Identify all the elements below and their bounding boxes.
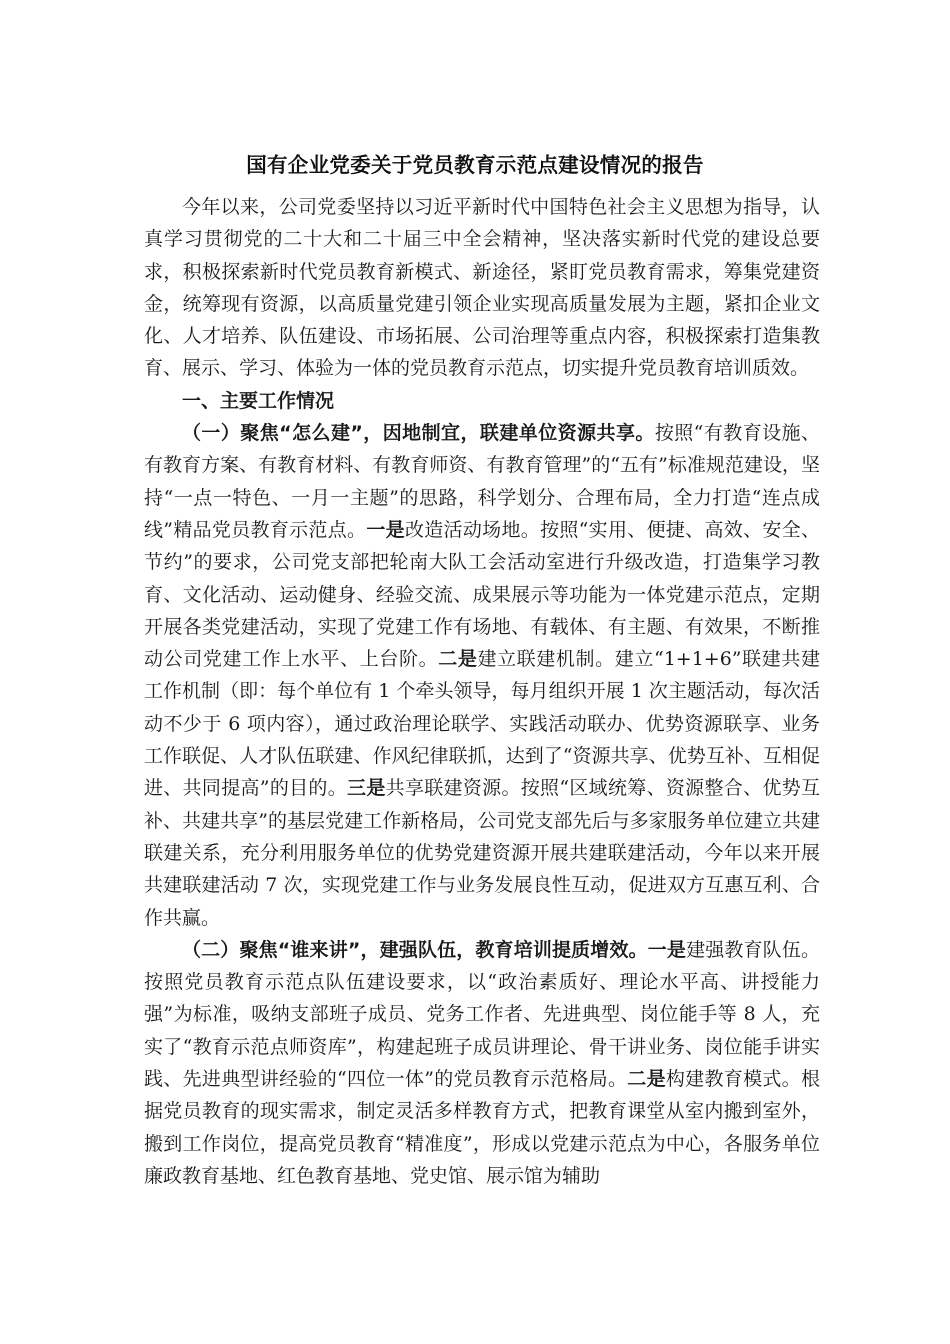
intro-paragraph: 今年以来，公司党委坚持以习近平新时代中国特色社会主义思想为指导，认真学习贯彻党的二十大和二十届三中全会精神，坚决落实新时代党的建设总要求，积极探索新时代党员教育新模式、新途径，紧盯党员教育需求，筹集党建资金，统筹现有资源，以高质量党建引领企业实现高质量发展为主题，紧扣企业文化、人才培养、队伍建设、市场拓展、公司治理等重点内容，积极探索打造集教育、展示、学习、体验为一体的党员教育示范点，切实提升党员教育培训质效。 [144, 196, 820, 380]
subsection-2-text-b: 构建教育模式。根据党员教育的现实需求，制定灵活多样教育方式，把教育课堂从室内搬到室外，搬到工作岗位，提高党员教育“精准度”，形成以党建示范点为中心，各服务单位廉政教育基地、红色教育基地、党史馆、展示馆为辅助 [144, 1068, 820, 1187]
subsection-2-paragraph [144, 934, 820, 1192]
subsection-1-heading: （一）聚焦“怎么建”，因地制宜，联建单位资源共享。 [182, 422, 655, 445]
subsection-2-text-a: 建强教育队伍。按照党员教育示范点队伍建设要求，以“政治素质好、理论水平高、讲授能力强”为标准，吸纳支部班子成员、党务工作者、先进典型、岗位能手等 8 人，充实了“教育示范点师资库”，构建起班子成员讲理论、骨干讲业务、岗位能手讲实践、先进典型讲经验的“四位一体”的党员教育示范格局。 [144, 938, 820, 1091]
subsection-2-bold-2: 二是 [627, 1068, 666, 1091]
subsection-1-bold-2: 二是 [438, 648, 478, 671]
subsection-1-bold-3: 三是 [347, 777, 386, 800]
subsection-1-bold-1: 一是 [366, 518, 405, 541]
subsection-1-paragraph [144, 417, 820, 934]
section-heading-main-work: 一、主要工作情况 [182, 389, 335, 412]
document-body [144, 191, 820, 1192]
subsection-1-text-c: 建立联建机制。建立“1+1+6”联建共建工作机制（即：每个单位有 1 个牵头领导，每月组织开展 1 次主题活动，每次活动不少于 6 项内容），通过政治理论联学、实践活动联办、优势资源联享、业务工作联促、人才队伍联建、作风纪律联抓，达到了“资源共享、优势互补、互相促进、共同提高”的目的。 [144, 648, 820, 800]
subsection-1-text-b: 改造活动场地。按照“实用、便捷、高效、安全、节约”的要求，公司党支部把轮南大队工会活动室进行升级改造，打造集学习教育、文化活动、运动健身、经验交流、成果展示等功能为一体党建示范点，定期开展各类党建活动，实现了党建工作有场地、有载体、有主题、有效果，不断推动公司党建工作上水平、上台阶。 [144, 518, 820, 671]
subsection-2-bold-1: 一是 [647, 938, 687, 961]
document-title: 国有企业党委关于党员教育示范点建设情况的报告 [246, 153, 704, 177]
subsection-1-text-a: 按照“有教育设施、有教育方案、有教育材料、有教育师资、有教育管理”的“五有”标准规范建设，坚持“一点一特色、一月一主题”的思路，科学划分、合理布局，全力打造“连点成线”精品党员教育示范点。 [144, 422, 820, 541]
subsection-1-text-d: 共享联建资源。按照“区域统筹、资源整合、优势互补、共建共享”的基层党建工作新格局，公司党支部先后与多家服务单位建立共建联建关系，充分利用服务单位的优势党建资源开展共建联建活动，今年以来开展共建联建活动 7 次，实现党建工作与业务发展良性互动，促进双方互惠互利、合作共赢。 [144, 777, 820, 929]
subsection-2-heading: （二）聚焦“谁来讲”，建强队伍，教育培训提质增效。 [182, 938, 648, 961]
